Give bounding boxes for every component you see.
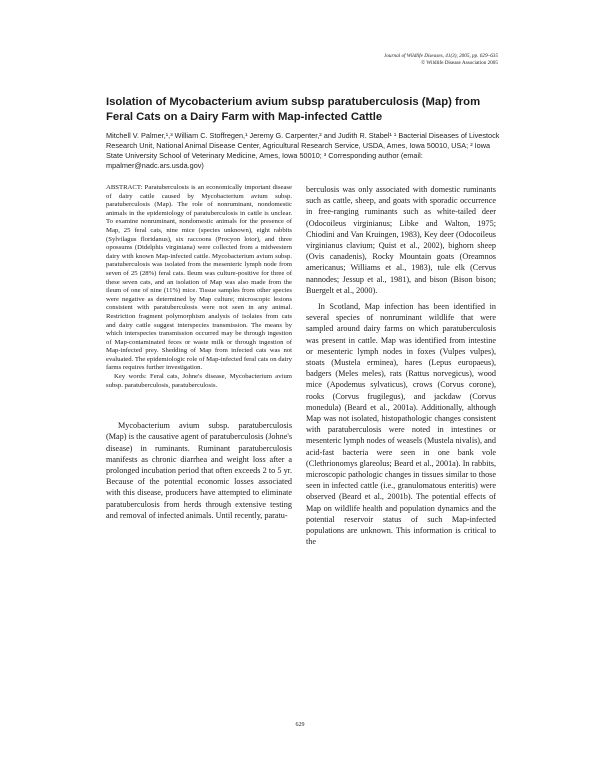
copyright-line: © Wildlife Disease Association 2005 [421,60,498,66]
left-column [106,184,292,521]
abstract-block [106,184,292,390]
body-paragraph-1: berculosis was only associated with domestic ruminants such as cattle, sheep, and goats with sporadic occurrence in free-ranging ruminants such as white-tailed deer (Odocoileus virginianus; Libke and Walton, 1975; Chiodini and Van Kruingen, 1983), Key deer (Odocoileus virginianus clavium; Quist et al., 2002), bighorn sheep (Ovis canadenis), Rocky Mountain goats (Oreamnos americanus; Williams et al., 1983), tule elk (Cervus nannodes; Jessup et al., 1981), and bison (Bison bison; Buergelt et al., 2000). [306,185,496,295]
abstract-text: ABSTRACT: Paratuberculosis is an economically important disease of dairy cattle caused by Mycobacterium avium subsp. paratuberculosis (Map). The role of nonruminant, nondomestic animals in the epidemiology of paratuberculosis in cattle is unclear. To examine nonruminant, nondomestic animals for the presence of Map, 25 feral cats, nine mice (species unknown), eight rabbits (Sylvilagus floridanus), six raccoons (Procyon lotor), and three opossums (Didelphis virginiana) were collected from a midwestern dairy with known Map-infected cattle. Mycobacterium avium subsp. paratuberculosis was isolated from the mesenteric lymph node from seven of 25 (28%) feral cats. Ileum was culture-positive for three of these seven cats, and an isolation of Map was also made from the ileum of one of nine (11%) mice. Tissue samples from other species were negative as determined by Map culture; microscopic lesions consistent with paratuberculosis were not seen in any animal. Restriction fragment polymorphism analysis of isolates from cats and dairy cattle suggest interspecies transmission. The means by which interspecies transmission occurred may be through ingestion of Map-contaminated feces or waste milk or through ingestion of Map-infected prey. Shedding of Map from infected cats was not evaluated. The epidemiologic role of Map-infected feral cats on dairy farms requires further investigation. [106,184,292,372]
intro-paragraph: Mycobacterium avium subsp. paratuberculosis (Map) is the causative agent of paratuberculosis (Johne's disease) in ruminants. Ruminant paratuberculosis manifests as chronic diarrhea and weight loss after a prolonged incubation period that often exceeds 2 to 5 yr. Because of the potential economic losses associated with this disease, producers have attempted to eliminate paratuberculosis from herds through extensive testing and removal of infected animals. Until recently, paratu- [106,421,292,520]
keywords: Key words: Feral cats, Johne's disease, Mycobacterium avium subsp. paratuberculosis, paratuberculosis. [106,373,292,389]
journal-header [384,53,498,67]
article-title: Isolation of Mycobacterium avium subsp paratuberculosis (Map) from Feral Cats on a Dairy Farm with Map-infected Cattle [106,96,481,123]
journal-citation: Journal of Wildlife Diseases, 41(3), 2005, pp. 629–635 [384,53,498,59]
body-paragraph-2: In Scotland, Map infection has been identified in several species of nonruminant wildlife that were sampled around dairy farms on which paratuberculosis was present in cattle. Map was identified from intestine or mesenteric lymph nodes in foxes (Vulpes vulpes), stoats (Mustela erminea), hares (Lepus europaeus), badgers (Meles meles), rats (Rattus norvegicus), wood mice (Apodemus sylvaticus), crows (Corvus corone), rooks (Corvus frugilegus), and jackdaw (Corvus monedula) (Beard et al., 2001a). Additionally, although Map was not isolated, histopathologic changes consistent with paratuberculosis were noted in intestines or mesenteric lymph nodes of weasels (Mustela nivalis), and acid-fast bacteria were seen in one bank vole (Clethrionomys glareolus; Beard et al., 2001a). In rabbits, microscopic pathologic changes in tissues similar to those seen in infected cattle (i.e., granulomatous enteritis) were observed (Beard et al., 2001b). The potential effects of Map on wildlife health and population dynamics and the potential reservoir status of such Map-infected populations are unknown. This information is critical to the [306,302,496,547]
right-column [306,184,496,548]
author-affiliations: Mitchell V. Palmer,¹,³ William C. Stoffregen,¹ Jeremy G. Carpenter,² and Judith R. Stabel¹ ¹ Bacterial Diseases of Livestock Research Unit, National Animal Disease Center, Agricultural Research Service, USDA, Ames, Iowa 50010, USA; ² Iowa State University School of Veterinary Medicine, Ames, Iowa 50010; ³ Corresponding author (email: mpalmer@nadc.ars.usda.gov) [106,131,500,170]
page-number: 629 [295,722,305,728]
